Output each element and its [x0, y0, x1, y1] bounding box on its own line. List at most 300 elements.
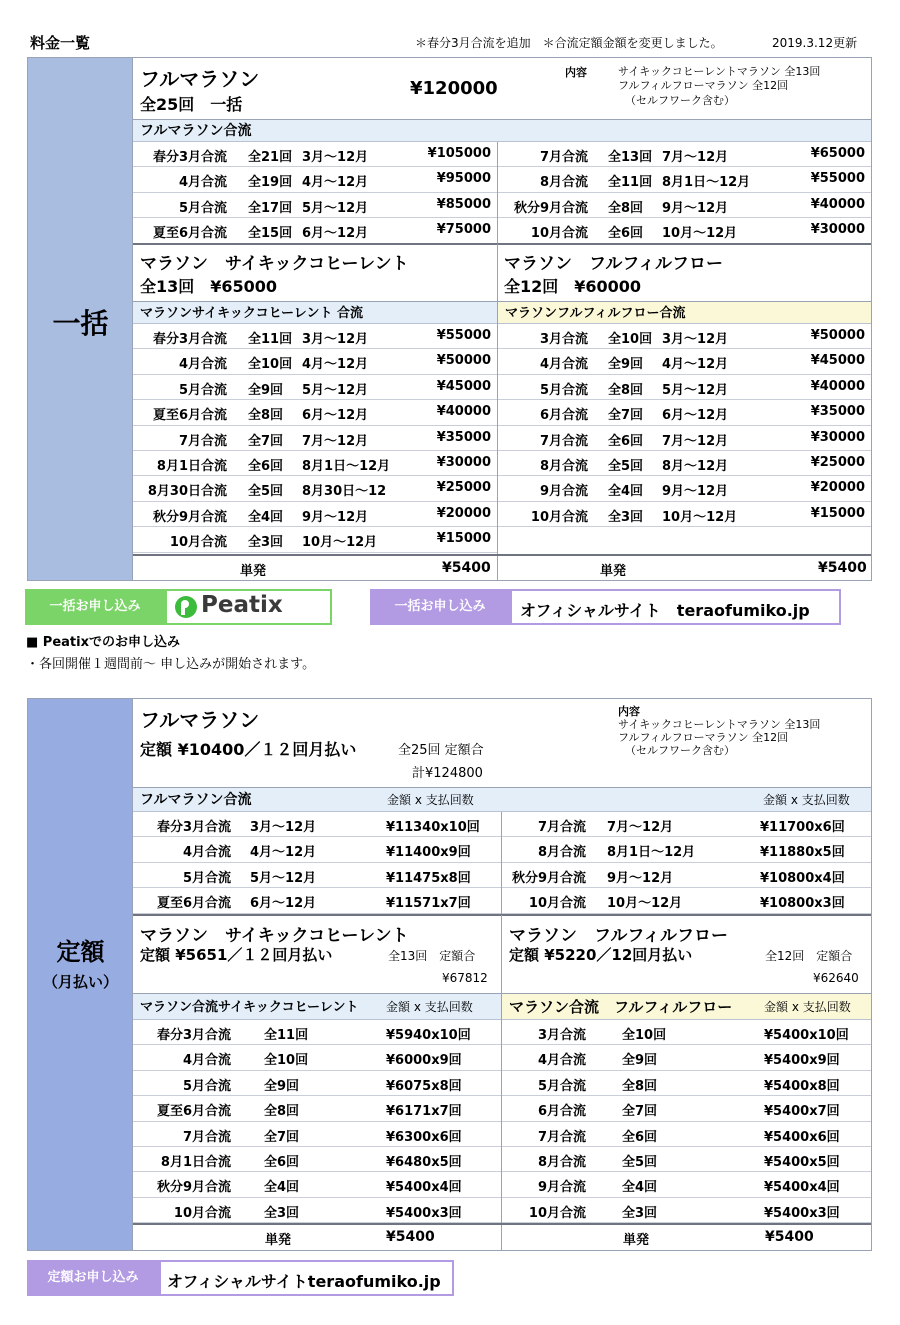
cell-price: ¥55000 [436, 328, 491, 343]
cell-sessions: 全4回 [608, 484, 644, 500]
table-row [133, 426, 497, 451]
monthly-contents-line-3: （セルフワーク含む） [625, 744, 735, 757]
monthly-single-price-left: ¥5400 [386, 1229, 435, 1245]
monthly-full-join-title: フルマラソン合流 [140, 792, 252, 808]
monthly-official-site-text: オフィシャルサイトteraofumiko.jp [167, 1272, 441, 1291]
monthly-fulfill-total-2: ¥62640 [813, 971, 859, 985]
psychic-sub: 全13回 ¥65000 [140, 277, 278, 296]
cell-period: 8月1日〜12月 [607, 845, 696, 861]
cell-join-month: 9月合流 [539, 484, 588, 500]
cell-sessions: 全9回 [608, 357, 644, 373]
cell-sessions: 全11回 [248, 332, 293, 347]
monthly-side-panel [28, 699, 133, 1250]
cell-join-month: 秋分9月合流 [511, 870, 586, 886]
table-row [133, 1172, 501, 1197]
monthly-psychic-total-2: ¥67812 [442, 971, 488, 985]
table-row [498, 193, 871, 218]
cell-join-month: 春分3月合流 [152, 150, 227, 165]
cell-period: 4月〜12月 [302, 357, 369, 373]
cell-price: ¥85000 [436, 196, 491, 212]
monthly-contents-line-1: サイキックコヒーレントマラソン 全13回 [618, 718, 821, 731]
table-row [133, 1198, 501, 1223]
cell-join-month: 4月合流 [178, 357, 227, 373]
cell-join-month: 10月合流 [173, 1205, 231, 1221]
fulfill-title: マラソン フルフィルフロー [504, 254, 723, 274]
cell-join-month: 夏至6月合流 [152, 408, 227, 424]
official-site-link[interactable] [510, 589, 841, 625]
table-row [133, 837, 501, 862]
cell-join-month: 10月合流 [528, 896, 586, 912]
cell-price-times: ¥11700x6回 [760, 820, 845, 835]
cell-sessions: 全6回 [622, 1129, 658, 1145]
cell-price-times: ¥5400x3回 [386, 1205, 462, 1221]
cell-join-month: 夏至6月合流 [156, 1104, 231, 1120]
table-row [133, 1096, 501, 1121]
cell-price-times: ¥5400x7回 [764, 1104, 840, 1120]
cell-sessions: 全8回 [608, 200, 644, 216]
cell-sessions: 全10回 [264, 1053, 309, 1069]
cell-sessions: 全5回 [622, 1154, 658, 1170]
table-row [498, 476, 871, 501]
cell-sessions: 全8回 [608, 382, 644, 398]
monthly-full-sub: 定額 ¥10400／１２回月払い [140, 740, 357, 759]
cell-join-month: 5月合流 [178, 382, 227, 398]
cell-sessions: 全9回 [248, 382, 284, 398]
cell-price: ¥15000 [810, 505, 865, 521]
cell-price: ¥105000 [427, 146, 491, 161]
table-row [133, 349, 497, 374]
peatix-heading: ■ Peatixでのお申し込み [26, 635, 180, 650]
cell-join-month: 7月合流 [182, 1129, 231, 1145]
monthly-psychic-sub: 定額 ¥5651／１２回月払い [140, 946, 333, 964]
fulfill-join-table [498, 324, 871, 527]
cell-join-month: 8月合流 [537, 845, 586, 861]
fulfill-join-band [498, 301, 871, 324]
table-row [502, 863, 871, 888]
cell-join-month: 5月合流 [182, 1078, 231, 1094]
cell-period: 7月〜12月 [662, 433, 729, 449]
cell-sessions: 全10回 [608, 332, 653, 347]
table-row [498, 451, 871, 476]
table-row [133, 863, 501, 888]
cell-sessions: 全6回 [608, 433, 644, 449]
cell-join-month: 5月合流 [539, 382, 588, 398]
monthly-fulfill-total-1: 全12回 定額合 [765, 949, 853, 963]
cell-price-times: ¥5400x8回 [764, 1078, 840, 1094]
single-label-left: 単発 [240, 564, 267, 579]
cell-price-times: ¥11340x10回 [386, 820, 480, 835]
cell-period: 10月〜12月 [607, 896, 683, 912]
cell-sessions: 全10回 [622, 1028, 667, 1043]
table-row [133, 324, 497, 349]
cell-price-times: ¥5400x3回 [764, 1205, 840, 1221]
cell-join-month: 5月合流 [537, 1078, 586, 1094]
table-row [502, 1071, 871, 1096]
table-row [502, 1122, 871, 1147]
cell-join-month: 春分3月合流 [156, 1028, 231, 1043]
monthly-official-site-link[interactable] [159, 1260, 454, 1296]
cell-period: 10月〜12月 [662, 509, 738, 525]
update-notice: ＊春分3月合流を追加 ＊合流定額金額を変更しました。 [415, 36, 723, 50]
contents-line-1: サイキックコヒーレントマラソン 全13回 [618, 65, 821, 78]
cell-join-month: 秋分9月合流 [152, 509, 227, 525]
col-note-right: 金額 x 支払回数 [763, 793, 850, 807]
monthly-section [27, 698, 872, 1251]
cell-period: 7月〜12月 [662, 150, 729, 165]
cell-join-month: 3月合流 [537, 1028, 586, 1043]
table-row [133, 400, 497, 425]
cell-period: 6月〜12月 [250, 896, 317, 912]
table-row [498, 142, 871, 167]
cell-sessions: 全21回 [248, 150, 293, 165]
cell-price: ¥20000 [810, 480, 865, 496]
cell-sessions: 全4回 [622, 1180, 658, 1196]
cell-sessions: 全5回 [248, 484, 284, 500]
cell-sessions: 全15回 [248, 226, 293, 242]
monthly-psychic-join-title: マラソン合流サイキックコヒーレント [140, 1000, 359, 1015]
cell-join-month: 8月合流 [539, 175, 588, 191]
cell-join-month: 7月合流 [178, 433, 227, 449]
single-price-right: ¥5400 [818, 560, 867, 576]
cell-join-month: 秋分9月合流 [156, 1180, 231, 1196]
cell-period: 6月〜12月 [662, 408, 729, 424]
cell-price: ¥25000 [810, 454, 865, 470]
cell-join-month: 10月合流 [528, 1205, 586, 1221]
psychic-join-title: マラソンサイキックコヒーレント 合流 [140, 306, 363, 321]
cell-price: ¥20000 [436, 505, 491, 521]
monthly-single-price-right: ¥5400 [765, 1229, 814, 1245]
cell-sessions: 全3回 [622, 1205, 658, 1221]
cell-sessions: 全17回 [248, 200, 293, 216]
cell-join-month: 7月合流 [539, 433, 588, 449]
col-note-fulfill: 金額 x 支払回数 [764, 1000, 851, 1014]
cell-price-times: ¥11880x5回 [760, 845, 845, 861]
table-row [133, 451, 497, 476]
site-apply-label[interactable]: 一括お申し込み [370, 589, 510, 625]
cell-join-month: 7月合流 [537, 820, 586, 835]
cell-period: 8月1日〜12月 [302, 458, 391, 474]
single-label-right: 単発 [600, 564, 627, 579]
cell-join-month: 5月合流 [178, 200, 227, 216]
cell-period: 9月〜12月 [607, 870, 674, 886]
updated-date: 2019.3.12更新 [772, 36, 858, 50]
cell-join-month: 8月1日合流 [156, 458, 227, 474]
cell-join-month: 8月1日合流 [160, 1154, 231, 1170]
peatix-apply-label[interactable]: 一括お申し込み [25, 589, 165, 625]
table-row [498, 375, 871, 400]
cell-sessions: 全5回 [608, 458, 644, 474]
cell-sessions: 全19回 [248, 175, 293, 191]
full-join-title: フルマラソン合流 [140, 123, 252, 139]
cell-join-month: 8月合流 [539, 458, 588, 474]
cell-price: ¥25000 [436, 480, 491, 496]
monthly-fulfill-join-table [502, 1020, 871, 1223]
cell-sessions: 全9回 [264, 1078, 300, 1094]
cell-sessions: 全4回 [248, 509, 284, 525]
cell-sessions: 全7回 [248, 433, 284, 449]
table-row [133, 1020, 501, 1045]
cell-period: 3月〜12月 [302, 332, 369, 347]
full-marathon-title: フルマラソン [140, 67, 260, 91]
monthly-fulfill-title: マラソン フルフィルフロー [509, 926, 728, 946]
cell-sessions: 全3回 [264, 1205, 300, 1221]
official-site-text: オフィシャルサイト teraofumiko.jp [520, 601, 810, 620]
table-row [502, 888, 871, 913]
cell-period: 3月〜12月 [302, 150, 369, 165]
cell-period: 3月〜12月 [662, 332, 729, 347]
full-join-right-table [498, 142, 871, 244]
cell-sessions: 全11回 [264, 1028, 309, 1043]
cell-price: ¥35000 [436, 429, 491, 445]
cell-price: ¥45000 [810, 353, 865, 369]
fulfill-join-title: マラソンフルフィルフロー合流 [505, 306, 686, 321]
cell-price: ¥15000 [436, 531, 491, 547]
cell-price-times: ¥6000x9回 [386, 1053, 462, 1069]
cell-sessions: 全3回 [608, 509, 644, 525]
cell-price: ¥75000 [436, 222, 491, 238]
table-row [133, 812, 501, 837]
cell-price-times: ¥5400x4回 [386, 1180, 462, 1196]
cell-price-times: ¥5940x10回 [386, 1028, 471, 1043]
cell-price: ¥55000 [810, 171, 865, 187]
cell-price: ¥95000 [436, 171, 491, 187]
monthly-psychic-total-1: 全13回 定額合 [388, 949, 476, 963]
table-row [498, 502, 871, 527]
cell-join-month: 6月合流 [537, 1104, 586, 1120]
cell-join-month: 4月合流 [182, 845, 231, 861]
cell-period: 10月〜12月 [302, 535, 378, 551]
cell-join-month: 秋分9月合流 [513, 200, 588, 216]
cell-period: 5月〜12月 [250, 870, 317, 886]
cell-price-times: ¥5400x10回 [764, 1028, 849, 1043]
table-row [133, 888, 501, 913]
cell-price-times: ¥11475x8回 [386, 870, 471, 886]
psychic-join-table [133, 324, 497, 553]
cell-sessions: 全7回 [622, 1104, 658, 1120]
cell-period: 5月〜12月 [302, 200, 369, 216]
cell-price: ¥30000 [436, 454, 491, 470]
peatix-logo-icon [175, 596, 197, 618]
table-row [498, 218, 871, 243]
cell-price: ¥40000 [810, 196, 865, 212]
table-row [133, 167, 497, 192]
cell-price-times: ¥10800x4回 [760, 870, 845, 886]
cell-price: ¥35000 [810, 404, 865, 420]
cell-price-times: ¥6171x7回 [386, 1104, 462, 1120]
table-row [502, 1172, 871, 1197]
table-row [133, 1147, 501, 1172]
peatix-logo-text: Peatix [201, 592, 283, 618]
cell-join-month: 10月合流 [530, 226, 588, 242]
cell-join-month: 6月合流 [539, 408, 588, 424]
cell-sessions: 全7回 [608, 408, 644, 424]
cell-sessions: 全6回 [264, 1154, 300, 1170]
monthly-apply-label[interactable]: 定額お申し込み [27, 1260, 159, 1296]
table-row [502, 1045, 871, 1070]
cell-price: ¥40000 [436, 404, 491, 420]
cell-period: 8月1日〜12月 [662, 175, 751, 191]
table-row [498, 349, 871, 374]
cell-sessions: 全6回 [608, 226, 644, 242]
table-row [133, 502, 497, 527]
table-row [133, 476, 497, 501]
cell-sessions: 全4回 [264, 1180, 300, 1196]
monthly-psychic-join-band [133, 993, 501, 1020]
cell-join-month: 春分3月合流 [156, 820, 231, 835]
table-row [133, 1122, 501, 1147]
cell-price: ¥65000 [810, 146, 865, 161]
monthly-contents-label: 内容 [618, 705, 640, 718]
table-row [133, 375, 497, 400]
single-price-left: ¥5400 [442, 560, 491, 576]
cell-join-month: 4月合流 [537, 1053, 586, 1069]
cell-price-times: ¥6480x5回 [386, 1154, 462, 1170]
monthly-single-label-left: 単発 [265, 1233, 292, 1248]
cell-period: 8月〜12月 [662, 458, 729, 474]
monthly-side-sub: （月払い） [42, 973, 118, 991]
table-row [502, 1096, 871, 1121]
full-marathon-sub: 全25回 一括 [140, 95, 243, 114]
cell-join-month: 10月合流 [530, 509, 588, 525]
cell-period: 5月〜12月 [662, 382, 729, 398]
col-note-psychic: 金額 x 支払回数 [386, 1000, 473, 1014]
cell-period: 6月〜12月 [302, 226, 369, 242]
lump-side-label: 一括 [52, 307, 109, 340]
table-row [133, 1045, 501, 1070]
cell-price-times: ¥6075x8回 [386, 1078, 462, 1094]
monthly-side-label: 定額 [56, 938, 105, 966]
cell-join-month: 夏至6月合流 [152, 226, 227, 242]
cell-period: 4月〜12月 [302, 175, 369, 191]
cell-join-month: 5月合流 [182, 870, 231, 886]
psychic-title: マラソン サイキックコヒーレント [140, 254, 409, 274]
table-row [498, 426, 871, 451]
full-join-left-table [133, 142, 497, 244]
cell-price: ¥50000 [436, 353, 491, 369]
cell-period: 6月〜12月 [302, 408, 369, 424]
table-row [502, 1198, 871, 1223]
cell-price-times: ¥6300x6回 [386, 1129, 462, 1145]
monthly-psychic-join-table [133, 1020, 501, 1223]
cell-sessions: 全8回 [248, 408, 284, 424]
cell-price: ¥50000 [810, 328, 865, 343]
monthly-full-title: フルマラソン [140, 708, 260, 732]
table-row [498, 400, 871, 425]
cell-join-month: 7月合流 [539, 150, 588, 165]
cell-price-times: ¥11400x9回 [386, 845, 471, 861]
full-join-band [133, 119, 871, 142]
cell-sessions: 全3回 [248, 535, 284, 551]
cell-period: 7月〜12月 [607, 820, 674, 835]
cell-join-month: 春分3月合流 [152, 332, 227, 347]
cell-price-times: ¥5400x5回 [764, 1154, 840, 1170]
monthly-full-join-right-table [502, 812, 871, 914]
page-title: 料金一覧 [30, 34, 91, 52]
cell-period: 9月〜12月 [662, 200, 729, 216]
cell-sessions: 全11回 [608, 175, 653, 191]
cell-price: ¥40000 [810, 378, 865, 394]
psychic-join-band [133, 301, 497, 324]
table-row [498, 324, 871, 349]
monthly-full-join-band [133, 787, 871, 812]
monthly-psychic-title: マラソン サイキックコヒーレント [140, 926, 409, 946]
cell-price: ¥30000 [810, 429, 865, 445]
cell-join-month: 3月合流 [539, 332, 588, 347]
cell-price-times: ¥5400x4回 [764, 1180, 840, 1196]
cell-join-month: 8月30日合流 [147, 484, 227, 500]
cell-period: 10月〜12月 [662, 226, 738, 242]
cell-period: 9月〜12月 [302, 509, 369, 525]
cell-period: 3月〜12月 [250, 820, 317, 835]
table-row [133, 1071, 501, 1096]
full-marathon-price: ¥120000 [410, 78, 498, 99]
cell-join-month: 8月合流 [537, 1154, 586, 1170]
table-row [502, 837, 871, 862]
cell-join-month: 4月合流 [182, 1053, 231, 1069]
cell-join-month: 10月合流 [169, 535, 227, 551]
monthly-fulfill-join-title: マラソン合流 フルフィルフロー [509, 998, 733, 1016]
table-row [133, 218, 497, 243]
cell-period: 4月〜12月 [250, 845, 317, 861]
cell-period: 9月〜12月 [662, 484, 729, 500]
monthly-full-total-2: 計¥124800 [412, 766, 483, 781]
contents-line-3: （セルフワーク含む） [625, 94, 735, 107]
cell-price-times: ¥10800x3回 [760, 896, 845, 912]
peatix-apply-button[interactable] [165, 589, 332, 625]
contents-label: 内容 [565, 66, 587, 79]
table-row [133, 142, 497, 167]
table-row [133, 193, 497, 218]
cell-price: ¥45000 [436, 378, 491, 394]
monthly-contents-line-2: フルフィルフローマラソン 全12回 [618, 731, 789, 744]
cell-price-times: ¥5400x6回 [764, 1129, 840, 1145]
table-row [502, 1147, 871, 1172]
cell-period: 7月〜12月 [302, 433, 369, 449]
monthly-full-join-left-table [133, 812, 501, 914]
contents-line-2: フルフィルフローマラソン 全12回 [618, 79, 789, 92]
cell-period: 5月〜12月 [302, 382, 369, 398]
monthly-full-total-1: 全25回 定額合 [398, 743, 484, 758]
cell-price-times: ¥5400x9回 [764, 1053, 840, 1069]
table-row [502, 1020, 871, 1045]
cell-join-month: 7月合流 [537, 1129, 586, 1145]
cell-sessions: 全10回 [248, 357, 293, 373]
lump-sum-section [27, 57, 872, 581]
cell-join-month: 夏至6月合流 [156, 896, 231, 912]
col-note-left: 金額 x 支払回数 [387, 793, 474, 807]
lump-side-panel [28, 58, 133, 580]
cell-sessions: 全6回 [248, 458, 284, 474]
table-row [502, 812, 871, 837]
cell-sessions: 全8回 [264, 1104, 300, 1120]
monthly-single-label-right: 単発 [623, 1233, 650, 1248]
cell-join-month: 9月合流 [537, 1180, 586, 1196]
cell-price-times: ¥11571x7回 [386, 896, 471, 912]
cell-sessions: 全7回 [264, 1129, 300, 1145]
peatix-note: ・各回開催１週間前〜 申し込みが開始されます。 [26, 657, 316, 672]
monthly-fulfill-sub: 定額 ¥5220／12回月払い [509, 946, 693, 964]
cell-join-month: 4月合流 [178, 175, 227, 191]
cell-sessions: 全9回 [622, 1053, 658, 1069]
table-row [133, 527, 497, 552]
cell-sessions: 全8回 [622, 1078, 658, 1094]
monthly-fulfill-join-band [502, 993, 871, 1020]
fulfill-sub: 全12回 ¥60000 [504, 277, 642, 296]
cell-price: ¥30000 [810, 222, 865, 238]
cell-period: 8月30日〜12 [302, 484, 387, 500]
table-row [498, 167, 871, 192]
cell-period: 4月〜12月 [662, 357, 729, 373]
